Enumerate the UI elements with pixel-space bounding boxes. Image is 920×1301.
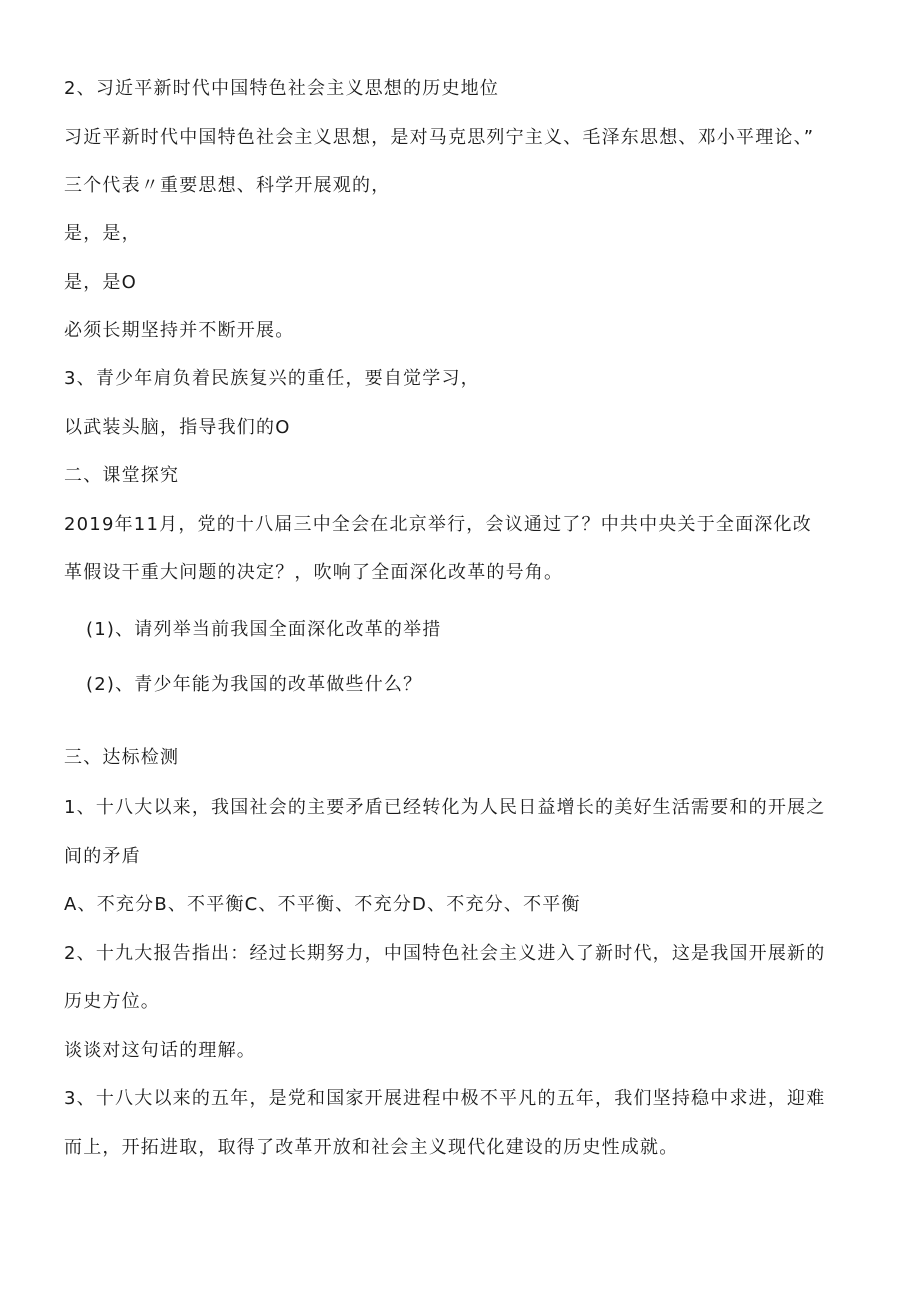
- fill-blank-line: 以武装头脑，指导我们的O: [64, 417, 291, 438]
- question-text: 2、十九大报告指出：经过长期努力，中国特色社会主义进入了新时代，这是我国开展新的: [64, 943, 826, 964]
- question-text: 而上，开拓进取，取得了改革开放和社会主义现代化建设的历史性成就。: [64, 1137, 679, 1158]
- question-text: 3、十八大以来的五年，是党和国家开展进程中极不平凡的五年，我们坚持稳中求进，迎难: [64, 1088, 826, 1109]
- paragraph-line: 三个代表〃重要思想、科学开展观的，: [64, 175, 391, 196]
- section-heading-assessment: 三、达标检测: [64, 747, 180, 768]
- question-prompt: 谈谈对这句话的理解。: [64, 1040, 256, 1061]
- question-text: 历史方位。: [64, 991, 160, 1012]
- question-item-2: (2)、青少年能为我国的改革做些什么？: [86, 674, 423, 695]
- question-text: 间的矛盾: [64, 846, 141, 867]
- answer-options: A、不充分B、不平衡C、不平衡、不充分D、不充分、不平衡: [64, 894, 581, 915]
- section-heading-historical-status: 2、习近平新时代中国特色社会主义思想的历史地位: [64, 78, 500, 99]
- paragraph-line: 2019年11月，党的十八届三中全会在北京举行，会议通过了？中共中央关于全面深化改: [64, 514, 812, 535]
- question-item-1: (1)、请列举当前我国全面深化改革的举措: [86, 619, 442, 640]
- paragraph-line: 革假设干重大问题的决定？，吹响了全面深化改革的号角。: [64, 562, 564, 583]
- question-text: 1、十八大以来，我国社会的主要矛盾已经转化为人民日益增长的美好生活需要和的开展之: [64, 797, 826, 818]
- section-heading-youth-responsibility: 3、青少年肩负着民族复兴的重任，要自觉学习，: [64, 368, 480, 389]
- fill-blank-line: 是，是O: [64, 272, 137, 293]
- paragraph-line: 习近平新时代中国特色社会主义思想，是对马克思列宁主义、毛泽东思想、邓小平理论、”: [64, 127, 815, 148]
- fill-blank-line: 是，是，: [64, 223, 141, 244]
- section-heading-classroom-inquiry: 二、课堂探究: [64, 465, 180, 486]
- paragraph-line: 必须长期坚持并不断开展。: [64, 320, 295, 341]
